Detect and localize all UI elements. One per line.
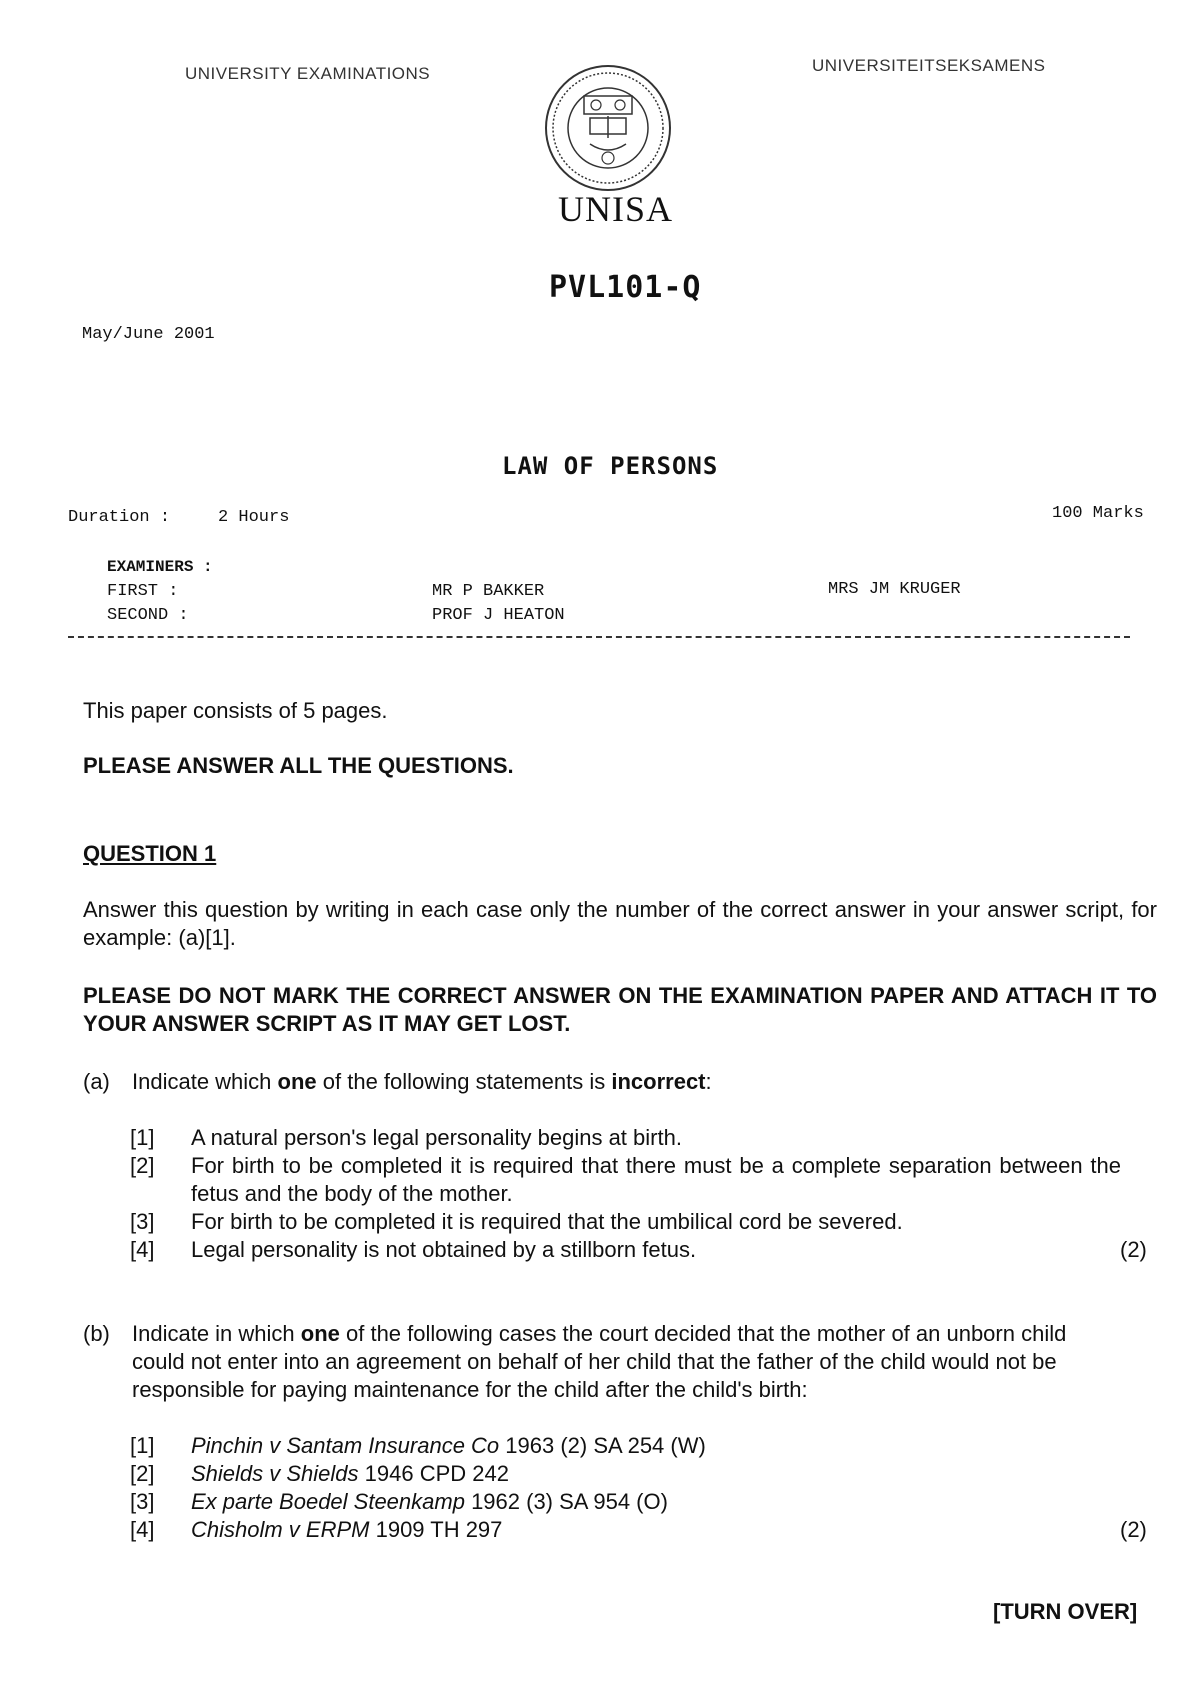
university-seal-logo bbox=[540, 60, 676, 196]
part-a-marks: (2) bbox=[1120, 1237, 1147, 1262]
part-b-option-text: Pinchin v Santam Insurance Co 1963 (2) SA 254 (W) bbox=[191, 1433, 706, 1458]
first-label: FIRST : bbox=[107, 582, 179, 601]
part-a-option-text: For birth to be completed it is required that there must be a complete separation between the fetus and the body of the mother. bbox=[191, 1153, 1121, 1206]
part-b-option-number: [2] bbox=[130, 1461, 155, 1486]
exam-title: LAW OF PERSONS bbox=[502, 452, 719, 480]
total-marks: 100 Marks bbox=[1052, 504, 1144, 523]
page-count-note: This paper consists of 5 pages. bbox=[83, 698, 388, 723]
header-left-text: UNIVERSITY EXAMINATIONS bbox=[185, 64, 431, 83]
question-1-heading: QUESTION 1 bbox=[83, 841, 217, 866]
part-a-option-number: [3] bbox=[130, 1209, 155, 1234]
part-b-option-text: Ex parte Boedel Steenkamp 1962 (3) SA 954 (O) bbox=[191, 1489, 668, 1514]
part-b-option-text: Chisholm v ERPM 1909 TH 297 bbox=[191, 1517, 503, 1542]
logo-wordmark: UNISA bbox=[558, 189, 674, 229]
part-b-prompt: Indicate in which one of the following cases the court decided that the mother of an unborn child could not enter into an agreement on behalf of her child that the father of the child would not be responsible for paying maintenance for the child after the child's birth: bbox=[132, 1321, 1067, 1402]
duration-label: Duration : bbox=[68, 508, 171, 527]
part-a-option-text: A natural person's legal personality begins at birth. bbox=[191, 1125, 682, 1150]
part-a-label: (a) bbox=[83, 1069, 110, 1094]
part-a-prompt: Indicate which one of the following statements is incorrect: bbox=[132, 1069, 712, 1094]
first-examiner-2: MRS JM KRUGER bbox=[828, 580, 961, 599]
question-1-instruction: Answer this question by writing in each case only the number of the correct answer in your answer script, for example: (a)[1]. bbox=[83, 897, 1157, 950]
part-b-option-number: [3] bbox=[130, 1489, 155, 1514]
first-examiner-1: MR P BAKKER bbox=[432, 582, 545, 601]
answer-all-instruction: PLEASE ANSWER ALL THE QUESTIONS. bbox=[83, 753, 514, 778]
part-b-option-number: [1] bbox=[130, 1433, 155, 1458]
part-b-marks: (2) bbox=[1120, 1517, 1147, 1542]
part-a-option-number: [2] bbox=[130, 1153, 155, 1178]
part-a-option-text: Legal personality is not obtained by a stillborn fetus. bbox=[191, 1237, 697, 1262]
part-a-option-number: [4] bbox=[130, 1237, 155, 1262]
course-code: PVL101-Q bbox=[549, 270, 702, 305]
second-label: SECOND : bbox=[107, 606, 189, 625]
turn-over-note: [TURN OVER] bbox=[993, 1599, 1138, 1624]
part-a-option-text: For birth to be completed it is required that the umbilical cord be severed. bbox=[191, 1209, 903, 1234]
header-right-text: UNIVERSITEITSEKSAMENS bbox=[812, 56, 1046, 75]
part-a-option-number: [1] bbox=[130, 1125, 155, 1150]
exam-date: May/June 2001 bbox=[82, 325, 215, 344]
part-b-label: (b) bbox=[83, 1321, 110, 1346]
part-b-option-number: [4] bbox=[130, 1517, 155, 1542]
part-b-option-text: Shields v Shields 1946 CPD 242 bbox=[191, 1461, 509, 1486]
question-1-warning: PLEASE DO NOT MARK THE CORRECT ANSWER ON THE EXAMINATION PAPER AND ATTACH IT TO YOUR ANSWER SCRIPT AS IT MAY GET LOST. bbox=[83, 983, 1157, 1036]
header-divider bbox=[68, 636, 1130, 638]
duration-value: 2 Hours bbox=[218, 508, 290, 527]
examiners-label: EXAMINERS : bbox=[107, 558, 213, 576]
second-examiner-1: PROF J HEATON bbox=[432, 606, 565, 625]
